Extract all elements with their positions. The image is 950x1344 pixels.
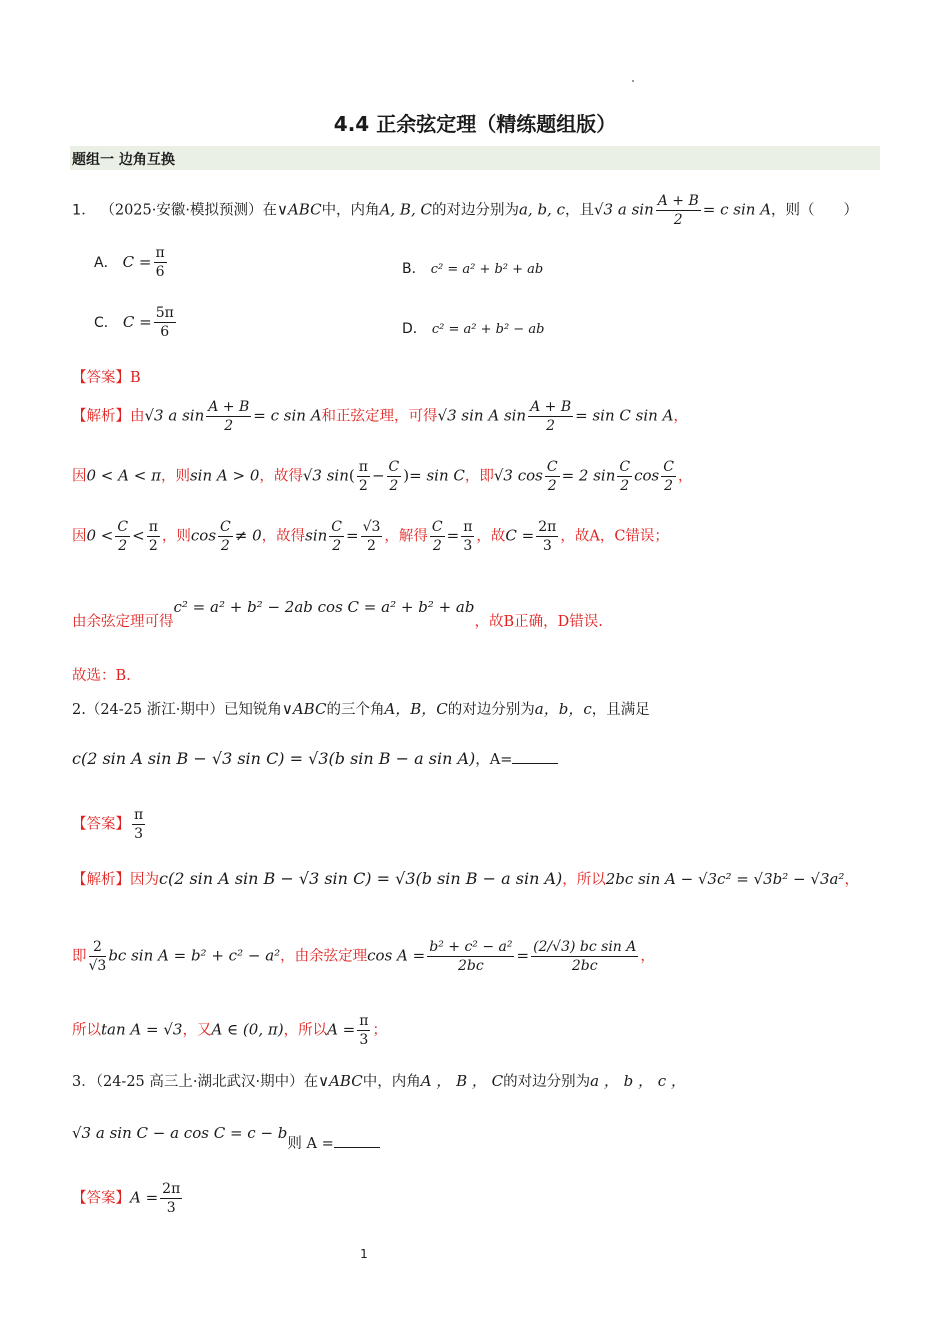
solution-2-line-2: 即 $\frac{2}{√3}$ bc sin A = b² + c² − a²，由余弦定理cos A = $\frac{\text{b² + c² − a²}}{2bc}$ = $\frac{\text{(2/√3) bc sin A}}{2bc}$ ， xyxy=(72,939,655,974)
answer-2: 【答案】 $\frac{\pi}{3}$ xyxy=(72,807,144,842)
solution-1-final: 故选：B. xyxy=(72,668,131,684)
question-3-stem: 3．（24-25 高三上·湖北武汉·期中）在∨ABC中，内角A ， B ， C的对边分别为a ， b ， c ， xyxy=(72,1072,686,1090)
fraction: $\frac{A + B}{2}$ xyxy=(657,193,699,228)
option-d: D． c² = a² + b² − ab xyxy=(402,321,545,337)
section-header xyxy=(70,146,880,170)
page-number: 1 xyxy=(360,1247,368,1261)
option-c: C． C = $\frac{5\pi}{6}$ xyxy=(94,305,174,340)
solution-2-line-3: 所以tan A = √3，又A ∈ (0, π)，所以A = $\frac{\pi}{3}$ ； xyxy=(72,1013,387,1048)
fraction: $\frac{\pi}{6}$ xyxy=(155,245,165,280)
question-3-condition: √3 a sin C − a cos C = c − b则 A = xyxy=(72,1122,380,1143)
question-2-stem: 2.（24-25 浙江·期中）已知锐角∨ABC的三个角A，B，C的对边分别为a，b，c，且满足 xyxy=(72,700,650,718)
option-a: A． C = $\frac{\pi}{6}$ xyxy=(94,245,165,280)
answer-blank xyxy=(512,749,558,764)
page-title: 4.4 正余弦定理（精练题组版） xyxy=(333,112,617,136)
scan-dot xyxy=(632,80,634,82)
question-2-condition: c(2 sin A sin B − √3 sin C) = √3(b sin B − a sin A)，A= xyxy=(72,748,558,769)
solution-1-line-3: 因0 < $\frac{C}{2}$ < $\frac{\pi}{2}$ ，则cos $\frac{C}{2}$ ≠ 0，故得sin $\frac{C}{2}$ = $\frac{√3}{2}$ ，解得 $\frac{C}{2}$ = $\frac{\pi}{3}$ ，故C = $\frac{2\pi}{3}$ ，故A，C错误； xyxy=(72,519,669,554)
section-title: 题组一 边角互换 xyxy=(72,152,175,168)
option-b: B． c² = a² + b² + ab xyxy=(402,261,544,277)
fraction: $\frac{5\pi}{6}$ xyxy=(155,305,174,340)
answer-blank xyxy=(334,1133,380,1148)
solution-2-line-1: 【解析】因为c(2 sin A sin B − √3 sin C) = √3(b sin B − a sin A)，所以2bc sin A − √3c² = √3b² − √3a²， xyxy=(72,869,859,888)
answer-1: 【答案】B xyxy=(72,370,141,386)
answer-3: 【答案】A = $\frac{2\pi}{3}$ xyxy=(72,1181,181,1216)
question-1-stem: 1． （2025·安徽·模拟预测）在∨ABC中，内角A, B, C的对边分别为a, b, c，且√3 a sin $\frac{A + B}{2}$ = c sin A，则（ ） xyxy=(72,193,859,228)
solution-1-line-1: 【解析】由√3 a sin $\frac{A + B}{2}$ = c sin A和正弦定理，可得√3 sin A sin $\frac{A + B}{2}$ = sin C sin A， xyxy=(72,399,688,434)
solution-1-line-2: 因0 < A < π，则sin A > 0，故得√3 sin( $\frac{\pi}{2}$ − $\frac{C}{2}$ )= sin C，即√3 cos $\frac{C}{2}$ = 2 sin $\frac{C}{2}$ cos $\frac{C}{2}$ ， xyxy=(72,459,693,494)
solution-1-line-4: 由余弦定理可得c² = a² + b² − 2ab cos C = a² + b² + ab，故B正确，D错误. xyxy=(72,598,603,630)
